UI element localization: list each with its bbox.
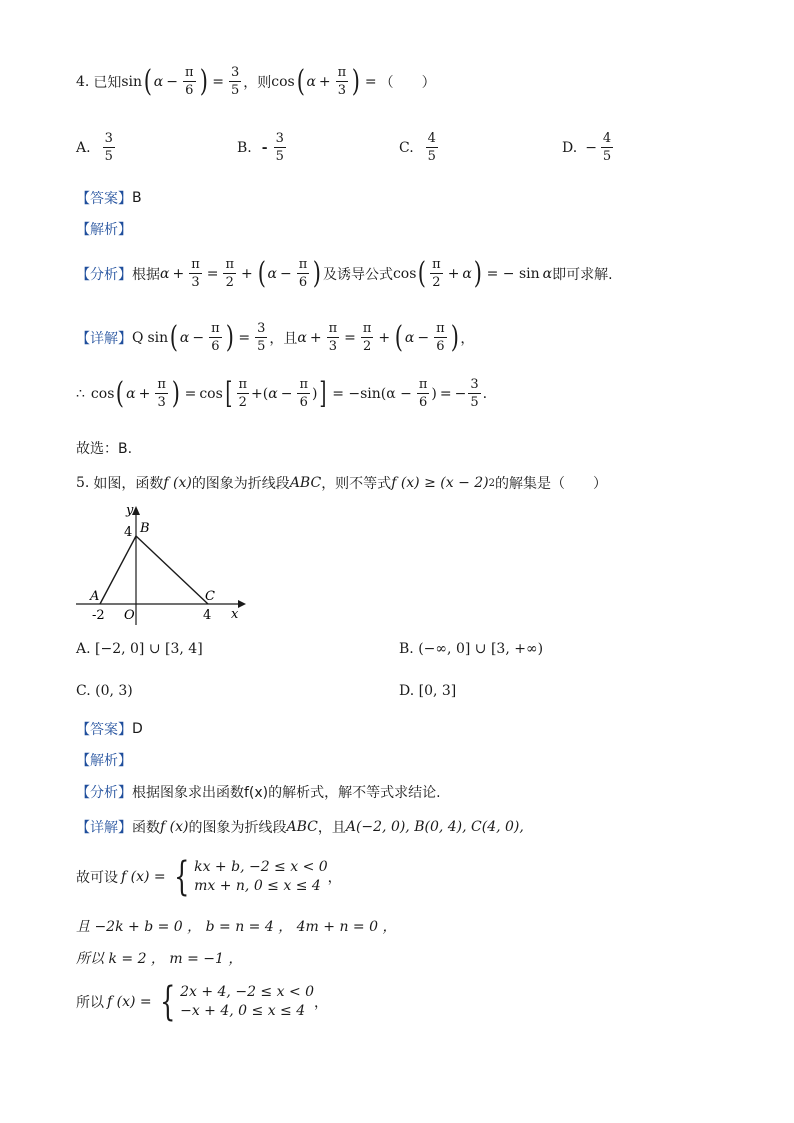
eq: = bbox=[364, 73, 377, 90]
sin-fn: sin bbox=[121, 73, 143, 90]
num: 4 bbox=[602, 131, 612, 146]
piecewise-1 bbox=[169, 854, 328, 900]
segment-bc bbox=[136, 536, 208, 604]
frac-pi-3 bbox=[327, 322, 340, 353]
q4-detail-1 bbox=[76, 319, 475, 355]
bracket-right: ] bbox=[319, 375, 327, 411]
case-row: mx + n, 0 ≤ x ≤ 4 bbox=[194, 878, 321, 894]
abc: ABC bbox=[289, 475, 322, 491]
q5-number: 5. bbox=[76, 475, 90, 491]
q5-final bbox=[76, 979, 329, 1025]
frac-pi-3 bbox=[189, 258, 202, 289]
plus: + bbox=[241, 265, 253, 282]
den: 3 bbox=[337, 83, 347, 98]
frac-pi-2 bbox=[237, 378, 250, 409]
x-label: x bbox=[231, 607, 239, 622]
fenxi-tag: 【分析】 bbox=[76, 785, 132, 801]
eq: = bbox=[206, 265, 219, 282]
text: 故可设 bbox=[76, 870, 118, 886]
frac-3-5 bbox=[103, 132, 115, 163]
den: 2 bbox=[225, 275, 234, 290]
plus: + bbox=[378, 329, 391, 346]
minus: − bbox=[280, 385, 293, 402]
paren-left: ( bbox=[296, 63, 305, 99]
text: 的图象为折线段 bbox=[191, 476, 290, 492]
minus-sign: − bbox=[454, 385, 467, 402]
paren-left: ( bbox=[169, 319, 179, 355]
tick-4y: 4 bbox=[124, 525, 133, 540]
num: 3 bbox=[104, 131, 113, 146]
plus: + bbox=[138, 385, 151, 402]
y-label: y bbox=[126, 505, 134, 518]
minus: − bbox=[279, 265, 292, 282]
q4-detail-2: ∴ cos ( α + $\frac{\pi}{3}$ ) = cos [ $\frac{\pi}{2}$ + ( α − $\frac{\pi}{6}$ ) ] = −sin(α − $\frac{\pi}{6}$ ) = − $\frac{3}{5}$ . bbox=[76, 375, 488, 411]
text: 的图象为折线段 bbox=[188, 820, 287, 836]
alpha: α bbox=[306, 73, 316, 90]
paren-left: ( bbox=[418, 255, 427, 291]
rows bbox=[180, 983, 314, 1021]
den: 6 bbox=[185, 83, 194, 98]
rhs: = −sin(α − bbox=[332, 385, 412, 402]
alpha: α bbox=[179, 329, 190, 346]
brace: { bbox=[173, 854, 190, 900]
den: 5 bbox=[427, 149, 436, 164]
q4-option-d[interactable] bbox=[562, 132, 615, 163]
option-label: A. bbox=[76, 139, 91, 156]
frac-pi-2 bbox=[223, 258, 236, 289]
period: . bbox=[482, 385, 488, 402]
q5-answer bbox=[76, 719, 143, 739]
paren-right: ) bbox=[473, 255, 482, 291]
fx-eq: f (x) = bbox=[121, 869, 166, 885]
minus: − bbox=[166, 73, 178, 90]
den: 5 bbox=[275, 149, 284, 164]
q5-let bbox=[76, 854, 342, 900]
den: 3 bbox=[157, 395, 166, 410]
plus: + bbox=[447, 265, 460, 282]
num: π bbox=[436, 321, 445, 336]
minus: − bbox=[417, 329, 430, 346]
text: 所以 bbox=[76, 995, 104, 1011]
den: 6 bbox=[436, 339, 445, 354]
segment-ab bbox=[100, 536, 136, 604]
label-a: A bbox=[90, 589, 100, 604]
num: π bbox=[328, 321, 338, 336]
q5-stem bbox=[76, 473, 607, 493]
den: 6 bbox=[419, 395, 428, 410]
alpha: α bbox=[462, 265, 472, 282]
paren-left: ( bbox=[394, 319, 404, 355]
case-row: −x + 4, 0 ≤ x ≤ 4 bbox=[180, 1003, 306, 1019]
paren-right: ) bbox=[171, 375, 180, 411]
num: 3 bbox=[230, 65, 240, 80]
minus-sign: - bbox=[261, 139, 268, 156]
den: 5 bbox=[257, 339, 266, 354]
tick-neg2: -2 bbox=[92, 608, 105, 623]
q4-option-a[interactable] bbox=[76, 132, 117, 163]
frac-pi-6 bbox=[209, 322, 222, 353]
text: ， bbox=[327, 870, 342, 886]
num: π bbox=[191, 257, 200, 272]
paren-left: ( bbox=[143, 63, 153, 99]
eq: = bbox=[344, 329, 356, 346]
text: ， bbox=[314, 995, 329, 1011]
q5-solution: 所以 k = 2 ， m = −1 ， bbox=[76, 951, 243, 967]
num: 3 bbox=[470, 377, 479, 392]
den: 2 bbox=[432, 275, 441, 290]
q5-fenxi bbox=[76, 782, 441, 802]
den: 3 bbox=[191, 275, 200, 290]
num: π bbox=[362, 321, 372, 336]
eq: = bbox=[238, 329, 251, 346]
den: 3 bbox=[328, 339, 337, 354]
cos-fn: cos bbox=[199, 385, 223, 402]
piecewise-2 bbox=[155, 979, 315, 1025]
frac-pi-6 bbox=[417, 378, 430, 409]
text: 根据 bbox=[132, 266, 160, 283]
num: 3 bbox=[275, 131, 284, 146]
x-axis-arrow bbox=[238, 600, 246, 608]
alpha: α bbox=[153, 73, 164, 90]
answer-value: D bbox=[132, 721, 143, 737]
alpha: α bbox=[160, 265, 170, 282]
q4-analysis bbox=[76, 219, 132, 239]
frac-pi-2 bbox=[361, 322, 374, 353]
den: 6 bbox=[211, 339, 220, 354]
case-row: kx + b, −2 ≤ x < 0 bbox=[194, 859, 328, 876]
q5-analysis bbox=[76, 750, 132, 770]
eq: = bbox=[184, 385, 197, 402]
bracket-left: [ bbox=[225, 375, 233, 411]
therefore-glyph: ∴ bbox=[76, 385, 85, 402]
text: ， bbox=[460, 330, 475, 347]
q5-option-d[interactable]: D. [0, 3] bbox=[399, 683, 457, 699]
num: π bbox=[211, 321, 220, 336]
q4-conclusion: 故选：B. bbox=[76, 441, 133, 457]
paren-left: ( bbox=[116, 375, 125, 411]
frac-pi-6 bbox=[434, 322, 447, 353]
answer-tag: 【答案】 bbox=[76, 191, 132, 207]
num: π bbox=[157, 377, 166, 392]
text: ，且 bbox=[269, 330, 298, 347]
tick-4x: 4 bbox=[203, 608, 212, 623]
text: 即可求解. bbox=[552, 266, 613, 283]
frac-3-5 bbox=[274, 132, 286, 163]
text: 如图，函数 bbox=[93, 476, 164, 492]
frac-4-5 bbox=[601, 132, 613, 163]
alpha: α bbox=[267, 265, 277, 282]
q5-option-b[interactable]: B. (−∞, 0] ∪ [3, +∞) bbox=[399, 641, 544, 657]
answer-blank: （ ） bbox=[379, 74, 436, 91]
den: 5 bbox=[230, 83, 240, 98]
alpha: α bbox=[404, 329, 415, 346]
fx: f (x) bbox=[163, 475, 192, 491]
text: ，且 bbox=[317, 820, 346, 836]
exponent: 2 bbox=[488, 477, 496, 489]
frac-3-5 bbox=[468, 378, 480, 409]
q4-known: 已知 bbox=[93, 74, 122, 91]
q4-fenxi bbox=[76, 255, 613, 291]
q4-option-b[interactable] bbox=[237, 132, 288, 163]
plus: + bbox=[309, 329, 322, 346]
den: 5 bbox=[470, 395, 479, 410]
frac-4-5 bbox=[426, 132, 438, 163]
den: 5 bbox=[104, 149, 113, 164]
frac-pi-3 bbox=[336, 66, 349, 97]
alpha: α bbox=[297, 329, 307, 346]
q4-answer bbox=[76, 188, 142, 208]
frac-pi-2 bbox=[430, 258, 443, 289]
analysis-tag: 【解析】 bbox=[76, 753, 132, 769]
num: 4 bbox=[427, 131, 436, 146]
points: A(−2, 0), B(0, 4), C(4, 0), bbox=[345, 819, 524, 835]
fenxi-tag: 【分析】 bbox=[76, 266, 132, 283]
frac-pi-6 bbox=[297, 378, 310, 409]
because-glyph: Q bbox=[132, 329, 144, 346]
paren-left: ( bbox=[257, 255, 266, 291]
cos-fn: cos bbox=[392, 265, 417, 282]
eq: = bbox=[439, 385, 452, 402]
text: 及诱导公式 bbox=[322, 266, 393, 283]
eq: = bbox=[212, 73, 224, 90]
label-o: O bbox=[124, 608, 135, 623]
frac-3-5 bbox=[229, 66, 241, 97]
fx-eq: f (x) = bbox=[107, 994, 152, 1010]
num: π bbox=[184, 65, 194, 80]
option-label: D. bbox=[562, 139, 578, 156]
q5-option-a[interactable]: A. [−2, 0] ∪ [3, 4] bbox=[76, 641, 203, 657]
label-b: B bbox=[140, 521, 150, 536]
q4-stem bbox=[76, 63, 436, 99]
detail-tag: 【详解】 bbox=[76, 330, 132, 347]
option-label: B. bbox=[237, 139, 252, 156]
q5-detail bbox=[76, 817, 524, 837]
plus: + bbox=[172, 265, 185, 282]
text: 函数 bbox=[132, 820, 160, 836]
text: 根据图象求出函数f(x)的解析式，解不等式求结论. bbox=[132, 785, 441, 801]
alpha: α bbox=[268, 385, 278, 402]
num: π bbox=[238, 377, 248, 392]
paren-right: ) bbox=[351, 63, 361, 99]
brace: { bbox=[159, 979, 176, 1025]
alpha: α bbox=[126, 385, 136, 402]
q4-number: 4. bbox=[76, 73, 90, 90]
num: π bbox=[432, 257, 441, 272]
q5-conditions: 且 −2k + b = 0 ， b = n = 4 ， 4m + n = 0 ， bbox=[76, 919, 397, 935]
alpha: α bbox=[542, 265, 553, 282]
case-row: 2x + 4, −2 ≤ x < 0 bbox=[180, 984, 315, 1001]
paren-right: ) bbox=[450, 319, 459, 355]
answer-value: B bbox=[132, 190, 142, 206]
option-label: C. bbox=[399, 139, 414, 156]
num: π bbox=[418, 377, 428, 392]
then-text: ，则 bbox=[243, 74, 272, 91]
rhs: = − sin bbox=[486, 265, 540, 282]
q5-graph bbox=[74, 505, 254, 630]
paren-right: ) bbox=[199, 63, 208, 99]
answer-tag: 【答案】 bbox=[76, 722, 132, 738]
paren-right: ) bbox=[312, 255, 322, 291]
minus: − bbox=[192, 329, 205, 346]
frac-pi-3 bbox=[155, 378, 168, 409]
den: 6 bbox=[299, 395, 308, 410]
num: π bbox=[225, 257, 235, 272]
den: 6 bbox=[298, 275, 308, 290]
den: 5 bbox=[602, 149, 612, 164]
q5-option-c[interactable]: C. (0, 3) bbox=[76, 683, 133, 699]
cos-fn: cos bbox=[90, 385, 115, 402]
analysis-tag: 【解析】 bbox=[76, 222, 132, 238]
den: 2 bbox=[362, 339, 372, 354]
frac-pi-6 bbox=[297, 258, 310, 289]
text: ，则不等式 bbox=[321, 476, 392, 492]
den: 2 bbox=[238, 395, 247, 410]
minus-sign: − bbox=[585, 139, 597, 156]
cos-fn: cos bbox=[271, 73, 295, 90]
num: π bbox=[337, 65, 347, 80]
label-c: C bbox=[205, 589, 215, 604]
frac-3-5 bbox=[255, 322, 267, 353]
inequality: f (x) ≥ (x − 2) bbox=[391, 475, 489, 491]
text: 的解集是（ ） bbox=[495, 476, 608, 492]
detail-tag: 【详解】 bbox=[76, 820, 132, 836]
sin-fn: sin bbox=[147, 329, 169, 346]
num: π bbox=[298, 257, 308, 272]
rows bbox=[194, 858, 328, 896]
frac-pi-6 bbox=[183, 66, 196, 97]
abc: ABC bbox=[286, 819, 318, 835]
plus: + bbox=[251, 385, 263, 402]
num: 3 bbox=[257, 321, 266, 336]
num: π bbox=[299, 377, 308, 392]
paren-right: ) bbox=[225, 319, 234, 355]
fx: f (x) bbox=[160, 819, 189, 835]
plus: + bbox=[318, 73, 331, 90]
q4-option-c[interactable] bbox=[399, 132, 440, 163]
